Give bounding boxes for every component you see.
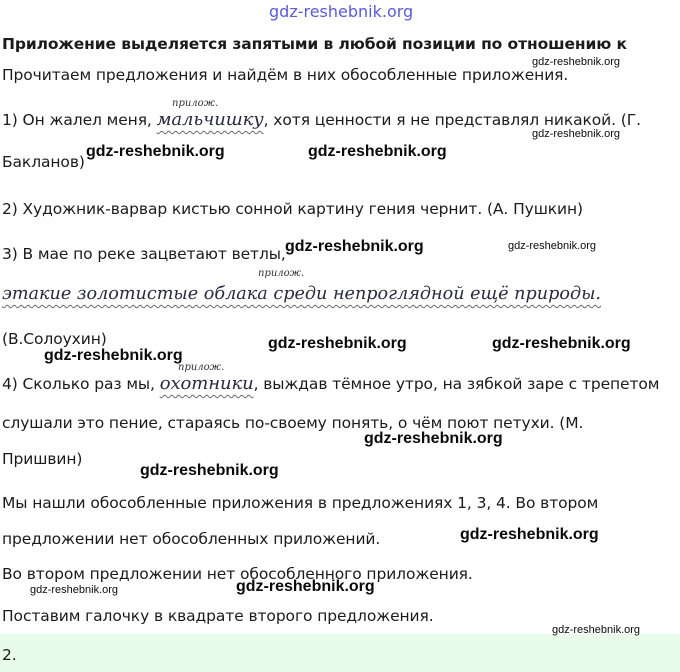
watermark: gdz-reshebnik.org xyxy=(552,624,641,636)
sentence-3-start: 3) В мае по реке зацветают ветлы, xyxy=(2,245,286,263)
appositive-3: этакие золотистые облака среди непроглядной ещё природы. xyxy=(2,284,602,304)
sentence-4-start: 4) Сколько раз мы, xyxy=(2,375,155,393)
conclusion-2: Во втором предложении нет обособленного приложения. xyxy=(2,565,473,583)
sentence-4 xyxy=(2,374,659,394)
conclusion-1-cont: предложении нет обособленных приложений. xyxy=(2,530,381,548)
conclusion-1: Мы нашли обособленные приложения в предложениях 1, 3, 4. Во втором xyxy=(2,494,599,512)
watermark: gdz-reshebnik.org xyxy=(236,578,375,595)
appositive-4: охотники xyxy=(159,373,254,394)
page-title: Приложение выделяется запятыми в любой позиции по отношению к xyxy=(2,35,627,53)
watermark: gdz-reshebnik.org xyxy=(492,335,631,352)
sentence-4-end: , выждав тёмное утро, на зябкой заре с трепетом xyxy=(253,375,660,393)
watermark: gdz-reshebnik.org xyxy=(44,347,183,364)
sentence-2: 2) Художник-варвар кистью сонной картину гения чернит. (А. Пушкин) xyxy=(2,200,584,218)
watermark: gdz-reshebnik.org xyxy=(364,430,503,447)
next-section-bar xyxy=(0,634,680,672)
appositive-label: прилож. xyxy=(178,362,225,373)
watermark: gdz-reshebnik.org xyxy=(508,240,597,252)
sentence-4-line-2: слушали это пение, стараясь по-своему понять, о чём поют петухи. (М. xyxy=(2,414,584,432)
appositive-label: прилож. xyxy=(172,98,219,109)
watermark: gdz-reshebnik.org xyxy=(268,335,407,352)
intro-text: Прочитаем предложения и найдём в них обособленные приложения. xyxy=(2,66,569,84)
sentence-1 xyxy=(2,110,641,130)
watermark: gdz-reshebnik.org xyxy=(460,526,599,543)
watermark: gdz-reshebnik.org xyxy=(308,143,447,160)
watermark: gdz-reshebnik.org xyxy=(140,462,279,479)
watermark: gdz-reshebnik.org xyxy=(86,143,225,160)
sentence-4-source: Пришвин) xyxy=(2,450,83,468)
sentence-1-source: Бакланов) xyxy=(2,153,85,171)
appositive-label: прилож. xyxy=(258,268,305,279)
watermark: gdz-reshebnik.org xyxy=(30,584,119,596)
sentence-3-source: (В.Солоухин) xyxy=(2,330,107,348)
sentence-1-end: , хотя ценности я не представлял никакой. (Г. xyxy=(263,111,641,129)
next-item-number: 2. xyxy=(2,646,17,664)
watermark: gdz-reshebnik.org xyxy=(532,56,621,68)
conclusion-3: Поставим галочку в квадрате второго предложения. xyxy=(2,607,434,625)
watermark: gdz-reshebnik.org xyxy=(532,128,621,140)
watermark-top: gdz-reshebnik.org xyxy=(269,2,414,21)
watermark: gdz-reshebnik.org xyxy=(285,238,424,255)
appositive-1: мальчишку xyxy=(156,109,264,130)
sentence-1-start: 1) Он жалел меня, xyxy=(2,111,152,129)
